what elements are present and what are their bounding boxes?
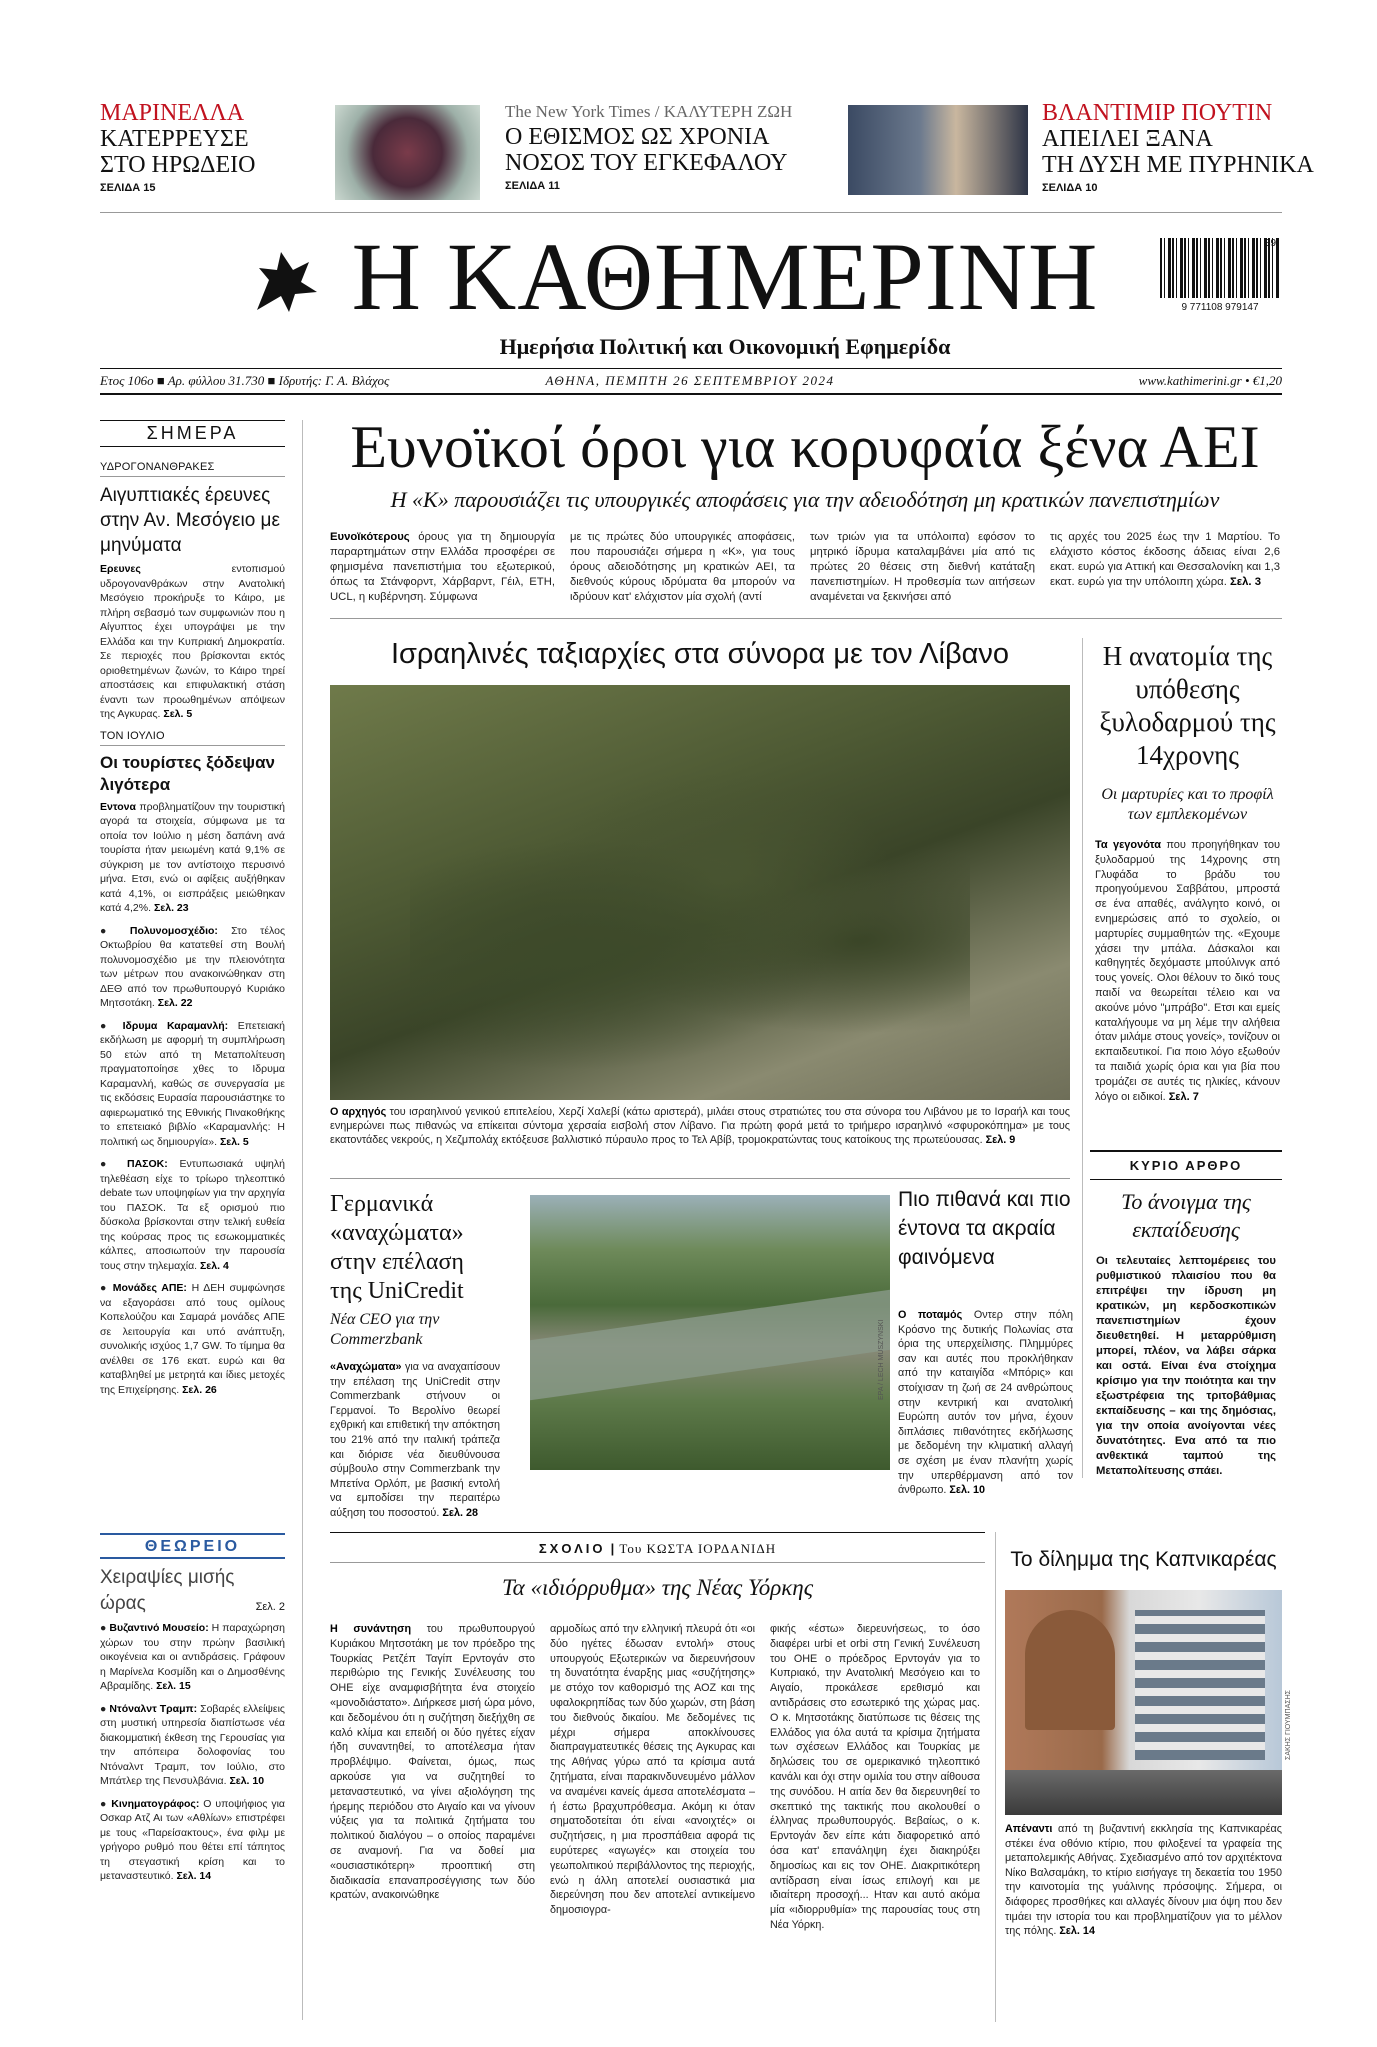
column-rule — [1082, 638, 1083, 1478]
teaser-headline: ΣΤΟ ΗΡΩΔΕΙΟ — [100, 152, 256, 178]
bullet-dot-icon: ● — [100, 1797, 112, 1810]
bullet-dot-icon: ● — [100, 1019, 123, 1032]
theorio-title[interactable]: Χειραψίες μισής ώρας — [100, 1567, 235, 1614]
divider — [100, 368, 1282, 369]
dateline-date: ΑΘΗΝΑ, ΠΕΜΠΤΗ 26 ΣΕΠΤΕΜΒΡΙΟΥ 2024 — [545, 373, 835, 388]
column-rule — [302, 420, 303, 2020]
theorio-header: ΘΕΩΡΕΙΟ — [100, 1533, 285, 1559]
griffin-logo — [247, 240, 327, 320]
column-rule — [995, 1532, 996, 2022]
theorio-bullet[interactable]: ● Κινηματογράφος: Ο υποψήφιος για Οσκαρ Ατζ Αι των «Αθλίων» επιστρέφει με τους «Παρείσακτους», ένα φιλμ με γρήγορο ρυθμό που θέτει επί τάπητος τη στεγαστική κρίση και το μεταναστευτικό. Σελ. 14 — [100, 1797, 285, 1882]
sidebar — [100, 420, 285, 1397]
kapnikarea-photo — [1005, 1590, 1282, 1815]
sidebar-header: ΣΗΜΕΡΑ — [100, 420, 285, 447]
teaser-page: ΣΕΛΙΔΑ 11 — [505, 180, 560, 192]
teaser-kicker: The New York Times / ΚΑΛΥΤΕΡΗ ΖΩΗ — [505, 102, 793, 121]
teaser-marinella[interactable] — [100, 100, 300, 194]
bullying-headline[interactable]: Η ανατομία της υπόθεσης ξυλοδαρμού της 14χρονης — [1099, 641, 1276, 770]
column-title[interactable]: Τα «ιδιόρρυθμα» της Νέας Υόρκης — [501, 1575, 814, 1600]
divider — [330, 1562, 985, 1563]
column-col-1: Η συνάντηση του πρωθυπουργού Κυριάκου Μητσοτάκη με τον πρόεδρο της Τουρκίας Ρετζέπ Ταγίπ Ερντογάν στο περιθώριο της Γενικής Συνέλευσης του ΟΗΕ είχε αναμφισβήτητα ένα στοιχείο «μονοδιάστατο». Διήρκεσε μισή ώρα μόνο, και δεδομένου ότι η συζήτηση διεξήχθη σε καλό κλίμα και επειδή οι δύο ηγέτες είχαν ήδη συναντηθεί, το αποτέλεσμα ήταν προβλέψιμο. Φαίνεται, όμως, πως αρκούσε για να συζητηθεί το μεταναστευτικό, να γίνει αξιολόγηση της ήρεμης περιόδου στο Αιγαίο και να γίνουν νύξεις για τα πολιτικά ζητήματα του πολιτικού διαλόγου – ο οποίος παραμένει σε αναμονή. Για να δοθεί μια «ουσιαστικότερη» προοπτική στη διαδικασία επαναπροσέγγισης των δύο κρατών, ανακοινώθηκε — [330, 1623, 535, 1902]
river — [530, 1290, 890, 1401]
sidebar-bullet[interactable]: ● Μονάδες ΑΠΕ: Η ΔΕΗ συμφώνησε να εξαγοράσει από τους ομίλους Κοπελούζου και Σαμαρά μονάδες ΑΠΕ σε λειτουργία και υπό ανάπτυξη, συνολικής ισχύος 1,7 GW. Το τίμημα θα ανέλθει σε 176 εκατ. ευρώ και θα καταβληθεί με μετρητά και ίδιες μετοχές της Επιχείρησης. Σελ. 26 — [100, 1282, 285, 1396]
weather-headline[interactable]: Πιο πιθανά και πιο έντονα τα ακραία φαινόμενα — [898, 1188, 1071, 1269]
masthead-title: Η ΚΑΘΗΜΕΡΙΝΗ — [351, 223, 1099, 330]
lead-subtitle: Η «Κ» παρουσιάζει τις υπουργικές αποφάσεις για την αδειοδότηση μη κρατικών πανεπιστημίων — [390, 487, 1220, 512]
editorial-body: Οι τελευταίες λεπτομέρειες του ρυθμιστικού πλαισίου που θα επιτρέψει την ίδρυση μη κρατικών, μη κερδοσκοπικών πανεπιστημίων έχουν διευθετηθεί. Η μεταρρύθμιση μπορεί, πλέον, να λάβει σάρκα και οστά. Είναι ένα στοίχημα κρίσιμο για την ποιότητα και την εξωστρέφεια της τριτοβάθμιας εκπαίδευσης – και της δημόσιας, για την οποία ανοίγονται νέες δυνατότητες. Ενα από τα πιο ανθεκτικά ταμπού της Μεταπολίτευσης σπάει. — [1096, 1255, 1276, 1477]
dateline-left: Ετος 106ο ■ Αρ. φύλλου 31.730 ■ Ιδρυτής: Γ. Α. Βλάχος — [100, 373, 390, 388]
teaser-nyt[interactable] — [505, 100, 805, 192]
teaser-marinella-image — [335, 105, 480, 200]
flood-photo — [530, 1195, 890, 1470]
teaser-kicker: ΒΛΑΝΤΙΜΙΡ ΠΟΥΤΙΝ — [1042, 100, 1273, 126]
teaser-page: ΣΕΛΙΔΑ 15 — [100, 182, 156, 194]
bullying-body: Τα γεγονότα που προηγήθηκαν του ξυλοδαρμού της 14χρονης στη Γλυφάδα το βράδυ του προηγούμενου Σαββάτου, μπροστά σε ένα απαθές, ανάλγητο κοινό, οι ενημερώσεις από το σχολείο, οι μαρτυρίες συμμαθητών της. «Εχουμε χάσει την μπάλα. Δάσκαλοι και καθηγητές δεχόμαστε μπούλινγκ από τους γονείς. Ολοι θέλουν το δικό τους παιδί να θεωρείται τέλειο και να ακούνε μόνο "μπράβο". Ετσι και εμείς καταλήγουμε να μη λέμε την αλήθεια όταν μιλάμε στους γονείς», τονίζουν οι εκπαιδευτικοί. Για ποιο λόγο εξωθούν τα παιδιά χωρίς όρια και για βία που τρομάζει σε αυτές τις ηλικίες, κάνουν λόγο οι ειδικοί. Σελ. 7 — [1095, 839, 1281, 1103]
kapnikarea-body: Απέναντι από τη βυζαντινή εκκλησία της Καπνικαρέας στέκει ένα οθόνιο κτίριο, που φιλοξενεί τα γραφεία της μεταπολεμικής Αθήνας. Σχεδιασμένο από τον αρχιτέκτονα Νίκο Βαλσαμάκη, το κτίριο εισήγαγε τη δεκαετία του 1950 την καινοτομία της γυάλινης πρόσοψης. Σήμερα, οι διάφορες προσθήκες και αλλαγές δίνουν μια όψη που δεν τιμάει την ιστορία του και προβληματίζουν για το μέλλον της πόλης. Σελ. 14 — [1005, 1823, 1282, 1938]
teaser-putin-image — [848, 105, 1028, 195]
teaser-headline: ΤΗ ΔΥΣΗ ΜΕ ΠΥΡΗΝΙΚΑ — [1042, 152, 1314, 178]
bullet-dot-icon: ● — [100, 924, 130, 937]
barcode-number: 9 771108 979147 — [1181, 302, 1259, 313]
teaser-headline: ΝΟΣΟΣ ΤΟΥ ΕΓΚΕΦΑΛΟΥ — [505, 150, 788, 176]
masthead-subtitle: Ημερήσια Πολιτική και Οικονομική Εφημερίδα — [499, 334, 951, 359]
divider — [330, 1178, 1070, 1179]
divider — [100, 212, 1282, 213]
barcode-issue: 39 — [1265, 238, 1277, 249]
bullet-dot-icon: ● — [100, 1158, 128, 1170]
divider — [330, 1532, 985, 1533]
unicredit-headline[interactable]: Γερμανικά «αναχώματα» στην επέλαση της UniCredit — [330, 1191, 464, 1304]
theorio-bullet[interactable]: ● Ντόναλντ Τραμπ: Σοβαρές ελλείψεις στη μυστική υπηρεσία διαπίστωσε νέα διακομματική έκθεση της Γερουσίας για την απόπειρα δολοφονίας του Ντόναλντ Τραμπ, τον Ιούλιο, στο Μπάτλερ της Πενσυλβάνια. Σελ. 10 — [100, 1702, 285, 1787]
editorial-header: ΚΥΡΙΟ ΑΡΘΡΟ — [1090, 1152, 1282, 1180]
teaser-putin[interactable] — [1042, 100, 1342, 194]
israel-photo — [330, 685, 1070, 1100]
weather-body: Ο ποταμός Οντερ στην πόλη Κρόσνο της δυτικής Πολωνίας στα όρια της υπερχείλισης. Πλημμύρες σαν και αυτές που προκλήθηκαν από την καταιγίδα «Μπόρις» και στοίχισαν τη ζωή σε 24 ανθρώπους στην κεντρική και ανατολική Ευρώπη αυτόν τον μήνα, έχουν διπλάσιες πιθανότητες εκδήλωσης με δεδομένη την κλιματική αλλαγή σε σχέση με έναν πλανήτη χωρίς την υπερθέρμανση από τον άνθρωπο. Σελ. 10 — [898, 1309, 1074, 1497]
column-header: ΣΧΟΛΙΟ | Του ΚΩΣΤΑ ΙΟΡΔΑΝΙΔΗ — [538, 1541, 777, 1556]
theorio-page: Σελ. 2 — [255, 1601, 285, 1613]
story-title[interactable]: Αιγυπτιακές έρευνες στην Αν. Μεσόγειο με μηνύματα — [100, 485, 280, 556]
editorial-box — [1090, 1150, 1282, 1477]
unicredit-body: «Αναχώματα» για να αναχαιτίσουν την επέλαση της UniCredit στην Commerzbank στήνουν οι Γερμανοί. Το Βερολίνο θεωρεί εχθρική και επιθετική την απόκτηση του 21% από την ιταλική τράπεζα και διόρισε νέα διευθύνουσα σύμβουλο στην Commerzbank την Μπετίνα Ορλόπ, με βασική εντολή να εμποδίσει την περαιτέρω αύξηση του ποσοστού. Σελ. 28 — [330, 1361, 500, 1519]
column-col-3: φικής «έστω» διερευνήσεως, το όσο διαφέρει urbi et orbi στη Γενική Συνέλευση του ΟΗΕ ο πρόεδρος Ερντογάν για το Κυπριακό, την Ανατολική Μεσόγειο και το Αιγαίο, προκάλεσε ερεθισμό και αντιδράσεις στο εσωτερικό της χώρας μας. Ο κ. Μητσοτάκης διατύπωσε τις θέσεις της Ελλάδος για όλα αυτά τα κρίσιμα ζητήματα των σχέσεων Ελλάδος και Τουρκίας με δηλώσεις του σε ομερικανικό τηλεοπτικό κανάλι και όχι στην ομιλία του στην αίθουσα της συνόδου. Η αιτία δεν θα διερευνηθεί το σκεπτικό της τακτικής που ακολουθεί ο έλληνας πρωθυπουργός. Βεβαίως, ο κ. Ερντογάν δεν είπε κάτι διαφορετικό από όσα κατ' επανάληψη έχει διακηρύξει δημοσίως και εις τον ΟΗΕ. Διακριτικότερη αντίδραση είναι ίσως επιλογή και με ιδιαίτερη προσοχή... Ηταν και αυτό ακόμα μία «ιδιορρυθμία» της παρουσίας τους στη Νέα Υόρκη. — [770, 1623, 980, 1931]
lead-col-2: με τις πρώτες δύο υπουργικές αποφάσεις, που παρουσιάζει σήμερα η «Κ», για τους όρους αδειοδότησης μη κρατικών ΑΕΙ, τα διεθνούς κύρους ιδρύματα θα μπορούν να ιδρύουν κατ' ελάχιστον μία σχολή (αντί — [570, 531, 795, 603]
unicredit-subtitle: Νέα CEO για την Commerzbank — [330, 1311, 440, 1348]
lead-col-4: τις αρχές του 2025 έως την 1 Μαρτίου. Το ελάχιστο κόστος έκδοσης άδειας είναι 2,6 εκατ. ευρώ για Αττική και Θεσσαλονίκη και 1,3 εκατ. ευρώ για την υπόλοιπη χώρα. Σελ. 3 — [1050, 531, 1280, 588]
building-windows — [1135, 1610, 1265, 1760]
sidebar-bullet[interactable]: ● Πολυνομοσχέδιο: Στο τέλος Οκτωβρίου θα κατατεθεί στη Βουλή πολυνομοσχέδιο με την πλειονότητα των μέτρων που ανακοινώθηκαν στη ΔΕΘ από τον πρωθυπουργό Κυριάκο Μητσοτάκη. Σελ. 22 — [100, 924, 286, 1009]
photo-credit: ΣΑΚΗΣ ΓΙΟΥΜΠΑΣΗΣ — [1285, 1690, 1292, 1760]
soldiers-silhouette — [410, 775, 970, 1075]
theorio-box — [100, 1533, 285, 1884]
section-label: ΥΔΡΟΓΟΝΑΝΘΡΑΚΕΣ — [100, 461, 285, 477]
sidebar-bullet[interactable]: ● Ιδρυμα Καραμανλή: Επετειακή εκδήλωση με αφορμή τη συμπλήρωση 50 ετών από τη Μεταπολίτευση πραγματοποίησε χθες το Ιδρυμα Καραμανλή, καθώς σε συνεργασία με τις εκδόσεις Ευρασία παρουσιάστηκε το αφιερωματικό της Εθνικής Πινακοθήκης το επετειακό βιβλίο «Καραμανλής: Η πολιτική ως δημιουργία». Σελ. 5 — [100, 1019, 286, 1148]
israel-caption: Ο αρχηγός του ισραηλινού γενικού επιτελείου, Χερζί Χαλεβί (κάτω αριστερά), μιλάει στους στρατιώτες του στα σύνορα του Λιβάνου με το Ισραήλ και τους ενημερώνει πως πιθανώς να επίκειται σύντομα χερσαία εισβολή στον Λίβανο. Για πρώτη φορά μετά το τριήμερο ισραηλινό «σφυροκόπημα» με τους εκατοντάδες νεκρούς, η Χεζμπολάχ εκτόξευσε βαλλιστικό πύραυλο προς το Τελ Αβίβ, τρομοκρατώντας τους κατοίκους της πρωτεύουσας. Σελ. 9 — [330, 1106, 1070, 1146]
story-body: Εντονα προβληματίζουν την τουριστική αγορά τα στοιχεία, σύμφωνα με τα οποία τον Ιούλιο η μέση δαπάνη ανά τουρίστα ήταν μειωμένη κατά 9,1% σε σύγκριση με τον αντίστοιχο περυσινό μήνα. Ετσι, ενώ οι αφίξεις αυξήθηκαν κατά 4,1%, οι εισπράξεις μειώθηκαν κατά 4,2%. Σελ. 23 — [100, 800, 285, 914]
column-col-2: αρμοδίως από την ελληνική πλευρά ότι «οι δύο ηγέτες έδωσαν εντολή» στους υπουργούς Εξωτερικών να διερευνήσουν τη δυνατότητα έναρξης μιας «συζήτησης» με στόχο τον καθορισμό της ΑΟΖ και της υφαλοκρηπίδας των δύο χωρών, στη βάση του διεθνούς δικαίου. Με δεδομένες τις μέχρι σήμερα αποκλίνουσες διαπραγματευτικές θέσεις της Αγκυρας και της Αθήνας γύρω από τα κρίσιμα αυτά ζητήματα, είναι παρακινδυνευμένο μάλλον να αναμένει κανείς άμεσα αποτελέσματα – ή έστω βραχυπρόθεσμα. Ακόμη κι όταν σηματοδοτείται ότι είναι «ανοιχτές» οι συζητήσεις, η μια προσπάθεια αφορά τις ευρύτερες «αγωγές» και στοιχεία του γεωπολιτικού περιβάλλοντος της περιοχής, ενώ η άλλη αποτελεί ουσιαστικά μια διερεύνηση που δεν αποτελεί αντικείμενο δημοσιογρα- — [550, 1623, 755, 1917]
teaser-headline: Ο ΕΘΙΣΜΟΣ ΩΣ ΧΡΟΝΙΑ — [505, 124, 770, 150]
bullet-dot-icon: ● — [100, 1282, 113, 1294]
kapnikarea-headline[interactable]: Το δίλημμα της Καπνικαρέας — [1010, 1548, 1277, 1571]
teaser-headline: ΚΑΤΕΡΡΕΥΣΕ — [100, 126, 249, 152]
lead-col-1: Ευνοϊκότερους όρους για τη δημιουργία παραρτημάτων στην Ελλάδα προσφέρει σε φημισμένα πανεπιστήμια του εξωτερικού, όπως τα Στάνφορντ, Χάρβαρντ, Γέιλ, ΕΤΗ, UCL, η κυβέρνηση. Σύμφωνα — [330, 531, 555, 603]
story-title[interactable]: Οι τουρίστες ξόδεψαν λιγότερα — [100, 752, 275, 794]
story-body: Ερευνες εντοπισμού υδρογονανθράκων στην Ανατολική Μεσόγειο προκήρυξε το Κάιρο, με πλήρη σεβασμό των συμφωνιών που η Αίγυπτος έχει υπογράψει με την Ελλάδα και την Κυπριακή Δημοκρατία. Σε περιοχές που βρίσκονται εκτός οριοθετημένων ζωνών, το Κάιρο τηρεί αποστάσεις και επιφυλακτική στάση έναντι των προωθημένων απόψεων της Αγκυρας. Σελ. 5 — [100, 563, 285, 720]
bullet-dot-icon: ● — [100, 1702, 110, 1715]
theorio-bullet[interactable]: ● Βυζαντινό Μουσείο: Η παραχώρηση χώρων του στην πρώην βασιλική οικογένεια και οι αντιδράσεις. Γράφουν η Μαρίνελα Κοσμίδη και ο Δημοσθένης Αβραμίδης. Σελ. 15 — [100, 1622, 285, 1692]
israel-headline[interactable]: Ισραηλινές ταξιαρχίες στα σύνορα με τον Λίβανο — [390, 638, 1010, 670]
teaser-page: ΣΕΛΙΔΑ 10 — [1042, 182, 1098, 194]
teaser-kicker: ΜΑΡΙΝΕΛΛΑ — [100, 100, 245, 126]
divider — [100, 393, 1282, 395]
photo-credit: EPA / LECH MUSZYNSKI — [878, 1319, 885, 1400]
editorial-title[interactable]: Το άνοιγμα της εκπαίδευσης — [1121, 1189, 1251, 1242]
crowd — [1005, 1770, 1282, 1815]
bullet-dot-icon: ● — [100, 1622, 110, 1634]
bullying-subtitle: Οι μαρτυρίες και το προφίλ των εμπλεκομένων — [1101, 786, 1274, 823]
barcode — [1160, 238, 1280, 298]
section-label: ΤΟΝ ΙΟΥΛΙΟ — [100, 730, 285, 746]
teaser-headline: ΑΠΕΙΛΕΙ ΞΑΝΑ — [1042, 126, 1213, 152]
lead-col-3: των τριών για τα υπόλοιπα) εφόσον το μητρικό ίδρυμα καταλαμβάνει μία από τις πρώτες 20 θέσεις στη διεθνή κατάταξη πανεπιστημίων. Η προθεσμία των αιτήσεων αναμένεται να ξεκινήσει από — [810, 531, 1035, 603]
lead-headline[interactable]: Ευνοϊκοί όροι για κορυφαία ξένα ΑΕΙ — [350, 414, 1260, 480]
sidebar-bullet[interactable]: ● ΠΑΣΟΚ: Εντυπωσιακά υψηλή τηλεθέαση είχε το τρίωρο τηλεοπτικό debate των υποψηφίων για την αρχηγία του ΠΑΣΟΚ. Τα εξ ορισμού πιο δύσκολα βρίσκονται στην τελική ευθεία της κούρσας προς τις εσωκομματικές κάλπες, αποσιωπούν την παρουσία τους στην τηλεμαχία. Σελ. 4 — [100, 1158, 285, 1272]
divider — [330, 618, 1282, 619]
dateline-right: www.kathimerini.gr • €1,20 — [1138, 373, 1282, 388]
church-dome — [1025, 1610, 1115, 1730]
